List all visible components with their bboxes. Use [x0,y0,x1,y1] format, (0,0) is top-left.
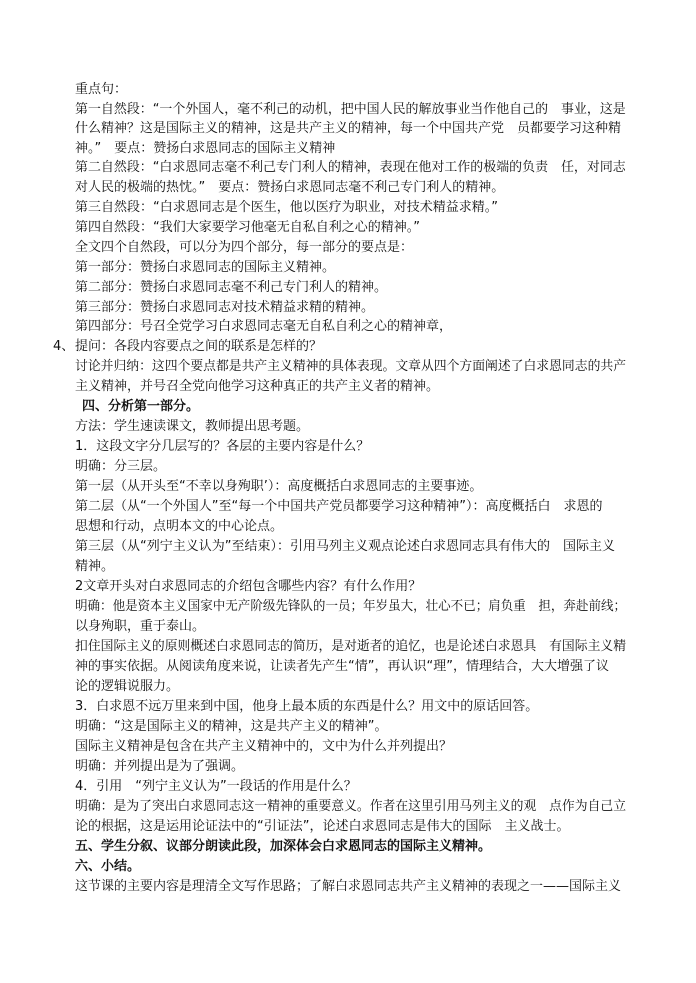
text-line: 第三部分：赞扬白求恩同志对技术精益求精的精神。 [75,300,375,315]
text-line: 第一层（从开头至“不幸以身殉职’）：高度概括白求恩同志的主要事迹。 [75,479,483,494]
text-line: 第一自然段：“一个外国人，毫不利己的动机，把中国人民的解放事业当作他自己的 事业，这是 [75,102,626,117]
section-heading: 六、小结。 [75,859,141,874]
text-line: 1．这段文字分几层写的？各层的主要内容是什么？ [75,439,370,454]
text-line: 对人民的极端的热忱。” 要点：赞扬白求恩同志毫不利己专门利人的精神。 [75,180,505,195]
text-line: 第二层（从“一个外国人”至“每一个中国共产党员都要学习这种精神”）：高度概括白 求恩的 [75,499,603,514]
text-line: 第一部分：赞扬白求恩同志的国际主义精神。 [75,260,336,275]
text-line: 这节课的主要内容是理清全文写作思路；了解白求恩同志共产主义精神的表现之一——国际主义 [75,879,622,894]
text-line: 第二部分：赞扬白求恩同志毫不利己专门利人的精神。 [75,280,388,295]
text-line: 思想和行动，点明本文的中心论点。 [75,519,284,534]
text-line: 神。” 要点：赞扬白求恩同志的国际主义精神 [75,141,336,156]
text-line: 4．引用 “列宁主义认为”一段话的作用是什么？ [75,779,357,794]
text-line: 明确：分三层。 [75,459,167,474]
text-line: 第四部分：号召全党学习白求恩同志毫无自私自利之心的精神章， [75,319,453,334]
text-line: 明确：是为了突出白求恩同志这一精神的重要意义。作者在这里引用马列主义的观 点作为自己立 [75,799,627,814]
text-line: 第二自然段：“白求恩同志毫不利己专门利人的精神，表现在他对工作的极端的负责 任，对同志 [75,160,626,175]
text-line: 第四自然段：“我们大家要学习他毫无自私自利之心的精神。” [75,220,420,235]
text-line: 第三层（从“列宁主义认为”至结束）：引用马列主义观点论述白求恩同志具有伟大的 国际主义 [75,539,615,554]
list-number: 4、 [53,339,75,354]
text-line: 国际主义精神是包含在共产主义精神中的，文中为什么并列提出？ [75,739,453,754]
text-line: 神的事实依据。从阅读角度来说，让读者先产生“情”，再认识“理”，情理结合，大大增强了议 [75,659,609,674]
text-line: 讨论并归纳：这四个要点都是共产主义精神的具体表现。文章从四个方面阐述了白求恩同志的共产 [75,359,627,374]
text-line: 以身殉职，重于泰山。 [75,619,206,634]
section-heading: 五、学生分叙、议部分朗读此段，加深体会白求恩同志的国际主义精神。 [75,839,492,854]
text-line: 主义精神，并号召全党向他学习这种真正的共产主义者的精神。 [75,379,440,394]
text-line: 3．白求恩不远万里来到中国，他身上最本质的东西是什么？用文中的原话回答。 [75,699,539,714]
text-line: 什么精神？这是国际主义的精神，这是共产主义的精神，每一个中国共产党 员都要学习这种精 [75,121,622,136]
text-line: 明确：他是资本主义国家中无产阶级先锋队的一员；年岁虽大，壮心不已；肩负重 担，奔赴前线； [75,599,627,614]
section-heading: 四、分析第一部分。 [82,399,200,414]
text-line: 精神。 [75,559,115,574]
text-line: 论的根据，这是运用论证法中的“引证法”，论述白求恩同志是伟大的国际 主义战士。 [75,819,570,834]
text-line: 重点句： [75,82,128,97]
text-line: 论的逻辑说服力。 [75,679,180,694]
text-line: 全文四个自然段，可以分为四个部分，每一部分的要点是： [75,240,414,255]
text-line: 第三自然段：“白求恩同志是个医生，他以医疗为职业，对技术精益求精。” [75,200,498,215]
text-line: 提问：各段内容要点之间的联系是怎样的？ [75,339,323,354]
text-line: 扣住国际主义的原则概述白求恩同志的简历，是对逝者的追忆，也是论述白求恩具 有国际主义精 [75,639,627,654]
text-line: 明确：“这是国际主义的精神，这是共产主义的精神”。 [75,719,388,734]
text-line: 2文章开头对白求恩同志的介绍包含哪些内容？有什么作用？ [75,579,422,594]
text-line: 明确：并列提出是为了强调。 [75,759,245,774]
text-line: 方法：学生速读课文，教师提出思考题。 [75,419,310,434]
